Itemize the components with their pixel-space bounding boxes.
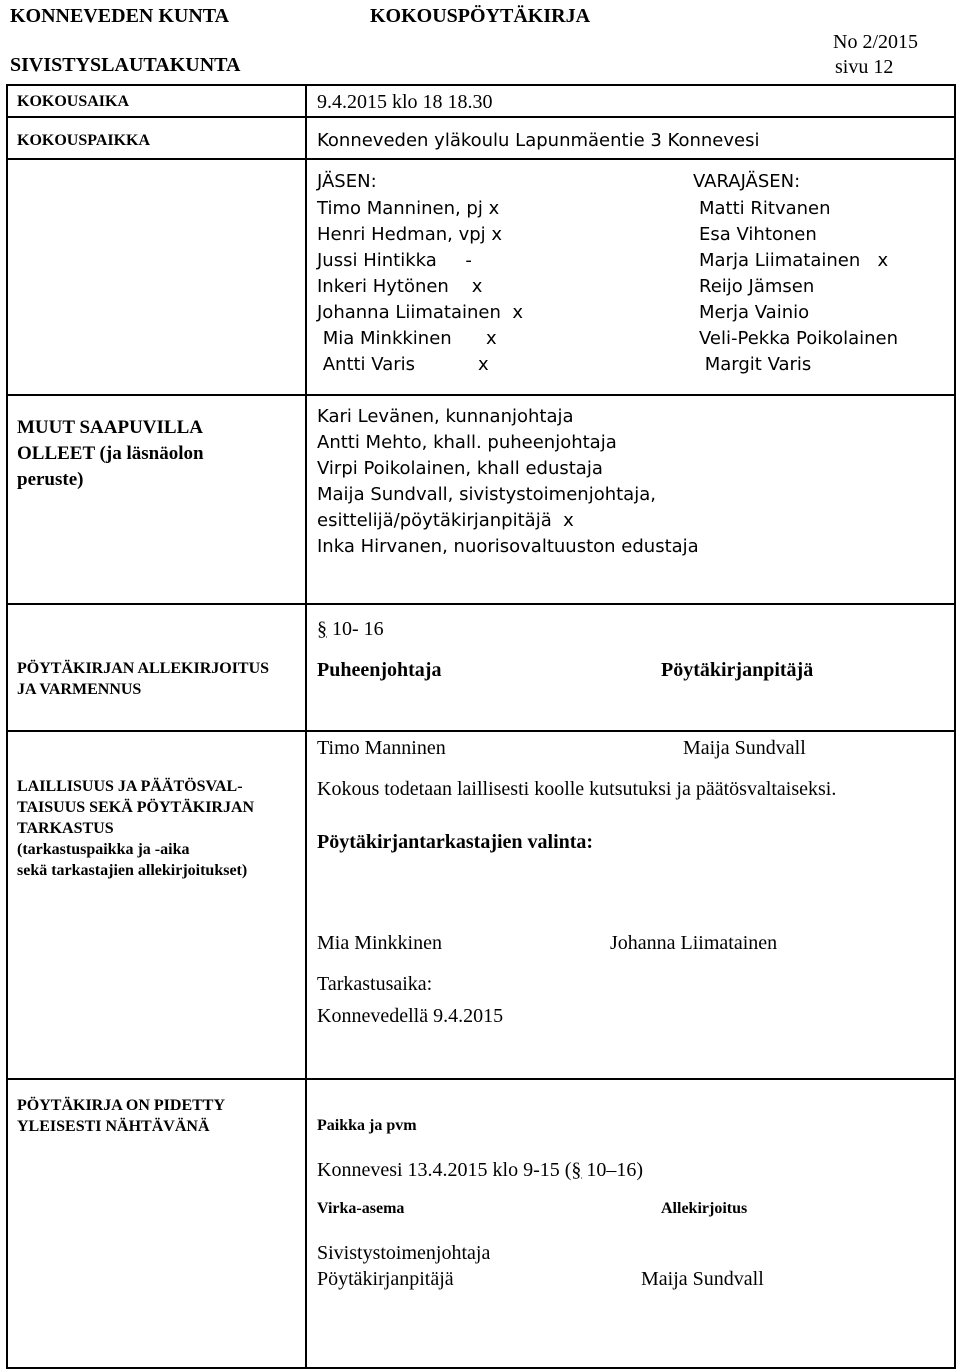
- rule-after-signing: [6, 730, 956, 732]
- section-numbers: 10- 16: [327, 618, 384, 640]
- secretary-name: Maija Sundvall: [683, 737, 806, 759]
- deputy-name: Reijo Jämsen: [699, 276, 815, 297]
- attendee-line: Virpi Poikolainen, khall edustaja: [317, 458, 603, 479]
- deputies-heading: VARAJÄSEN:: [693, 171, 801, 192]
- signature-label: Allekirjoitus: [661, 1200, 748, 1217]
- meeting-place-value: Konneveden yläkoulu Lapunmäentie 3 Konnevesi: [317, 130, 760, 151]
- deputy-name: Matti Ritvanen: [699, 198, 831, 219]
- others-list: [317, 404, 699, 560]
- section-sign: §: [317, 618, 327, 640]
- member-name: Johanna Liimatainen x: [317, 302, 523, 323]
- member-name: Inkeri Hytönen x: [317, 276, 483, 297]
- legality-label-line: TARKASTUS: [17, 820, 114, 837]
- others-label-line: MUUT SAAPUVILLA: [17, 417, 203, 438]
- rule-after-members: [6, 394, 956, 396]
- attendee-line: Inka Hirvanen, nuorisovaltuuston edustaja: [317, 536, 699, 557]
- deputy-name: Marja Liimatainen x: [699, 250, 889, 271]
- board-name: SIVISTYSLAUTAKUNTA: [10, 54, 241, 76]
- section-sign: §: [571, 1159, 582, 1181]
- chair-title: Puheenjohtaja: [317, 659, 442, 681]
- inspection-place-date: Konnevedellä 9.4.2015: [317, 1005, 504, 1027]
- others-label-line: peruste): [17, 469, 84, 490]
- inspector-name-2: Johanna Liimatainen: [610, 932, 778, 954]
- inspection-time-label: Tarkastusaika:: [317, 973, 433, 995]
- signing-label-line: PÖYTÄKIRJAN ALLEKIRJOITUS: [17, 660, 270, 677]
- legality-label-line: TAISUUS SEKÄ PÖYTÄKIRJAN: [17, 799, 255, 816]
- section-range: [317, 618, 384, 641]
- position-line-2: Pöytäkirjanpitäjä: [317, 1268, 454, 1290]
- signing-label-line: JA VARMENNUS: [17, 681, 142, 698]
- deputy-name: Veli-Pekka Poikolainen: [699, 328, 899, 349]
- legality-label-line: sekä tarkastajien allekirjoitukset): [17, 862, 248, 879]
- attendee-line: Kari Levänen, kunnanjohtaja: [317, 406, 574, 427]
- place-date-suffix: 10–16): [581, 1159, 644, 1181]
- attendee-line: esittelijä/pöytäkirjanpitäjä x: [317, 510, 574, 531]
- signer-name: Maija Sundvall: [641, 1268, 764, 1290]
- members-list: [317, 196, 523, 378]
- deputy-name: Margit Varis: [699, 354, 812, 375]
- attendee-line: Maija Sundvall, sivistystoimenjohtaja,: [317, 484, 656, 505]
- meeting-time-label: KOKOUSAIKA: [17, 93, 130, 110]
- rule-column: [305, 84, 307, 1369]
- public-display-label-line: PÖYTÄKIRJA ON PIDETTY: [17, 1097, 226, 1114]
- place-date-prefix: Konnevesi 13.4.2015 klo 9-15 (: [317, 1159, 572, 1181]
- municipality-name: KONNEVEDEN KUNTA: [10, 5, 230, 27]
- attendee-line: Antti Mehto, khall. puheenjohtaja: [317, 432, 617, 453]
- rule-bottom: [6, 1367, 956, 1369]
- signing-label: [17, 658, 269, 700]
- rule-right: [954, 84, 956, 1369]
- rule-after-place: [6, 158, 956, 160]
- others-label-line: OLLEET (ja läsnäolon: [17, 443, 204, 464]
- secretary-title: Pöytäkirjanpitäjä: [661, 659, 814, 681]
- member-name: Jussi Hintikka -: [317, 250, 472, 271]
- page-number: sivu 12: [835, 56, 894, 78]
- legality-label: [17, 776, 254, 881]
- rule-after-legality: [6, 1078, 956, 1080]
- member-name: Mia Minkkinen x: [317, 328, 497, 349]
- member-name: Antti Varis x: [317, 354, 489, 375]
- member-name: Henri Hedman, vpj x: [317, 224, 503, 245]
- member-name: Timo Manninen, pj x: [317, 198, 500, 219]
- position-label: Virka-asema: [317, 1200, 405, 1217]
- deputy-name: Esa Vihtonen: [699, 224, 817, 245]
- place-date-label: Paikka ja pvm: [317, 1117, 417, 1134]
- rule-after-time: [6, 116, 956, 118]
- public-display-label: [17, 1095, 225, 1137]
- inspector-name-1: Mia Minkkinen: [317, 932, 442, 954]
- public-display-label-line: YLEISESTI NÄHTÄVÄNÄ: [17, 1118, 210, 1135]
- document-number: No 2/2015: [833, 31, 918, 53]
- others-label: [17, 415, 204, 493]
- inspectors-heading: Pöytäkirjantarkastajien valinta:: [317, 831, 594, 853]
- document-type: KOKOUSPÖYTÄKIRJA: [370, 5, 591, 27]
- position-line-1: Sivistystoimenjohtaja: [317, 1242, 491, 1264]
- legality-label-line: LAILLISUUS JA PÄÄTÖSVAL-: [17, 778, 243, 795]
- members-heading: JÄSEN:: [317, 171, 377, 192]
- meeting-time-value: 9.4.2015 klo 18 18.30: [317, 91, 493, 113]
- legality-statement: Kokous todetaan laillisesti koolle kutsutuksi ja päätösvaltaiseksi.: [317, 778, 837, 800]
- chair-name: Timo Manninen: [317, 737, 446, 759]
- rule-after-others: [6, 603, 956, 605]
- legality-label-line: (tarkastuspaikka ja -aika: [17, 841, 190, 858]
- deputy-name: Merja Vainio: [699, 302, 810, 323]
- rule-top: [6, 84, 956, 86]
- place-date-value: [317, 1159, 643, 1182]
- meeting-place-label: KOKOUSPAIKKA: [17, 132, 151, 149]
- rule-left: [6, 84, 8, 1369]
- deputies-list: [699, 196, 898, 378]
